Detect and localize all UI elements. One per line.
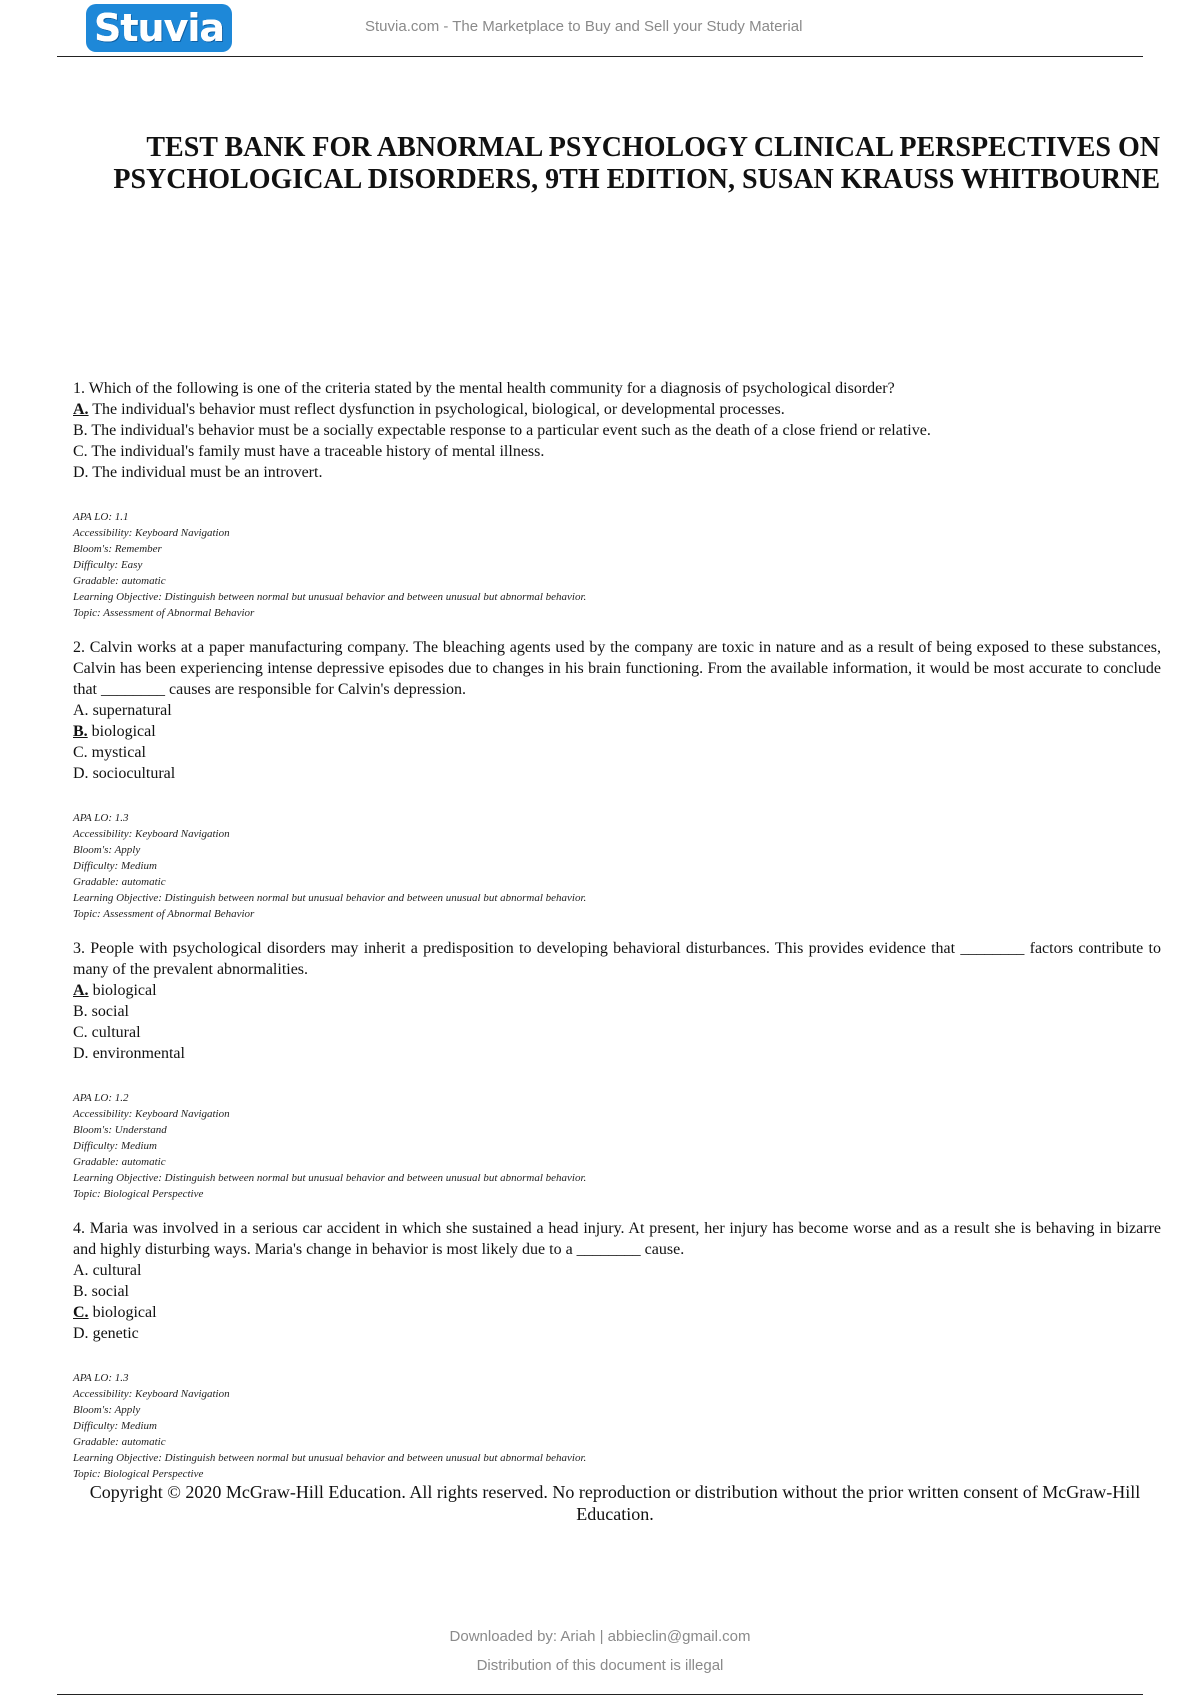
metadata-line: Topic: Assessment of Abnormal Behavior [73,607,255,619]
option-text: biological [87,723,156,740]
option-text: mystical [87,744,146,761]
option-text: supernatural [88,702,172,719]
title-line-2: PSYCHOLOGICAL DISORDERS, 9TH EDITION, SUSAN KRAUSS WHITBOURNE [113,164,1160,195]
question-metadata [73,509,1161,621]
option-text: social [87,1283,129,1300]
answer-option [73,1001,1161,1022]
option-letter: B. [73,1283,88,1300]
answer-option [73,763,1161,784]
metadata-line: Bloom's: Apply [73,844,141,856]
metadata-line: Learning Objective: Distinguish between normal but unusual behavior and between unusual but abnormal behavior. [73,1452,587,1464]
page-header [0,0,1200,60]
metadata-line: Bloom's: Understand [73,1124,167,1136]
question-block [73,378,1161,621]
answer-option [73,1043,1161,1064]
metadata-line: Difficulty: Medium [73,1140,158,1152]
answer-option [73,1022,1161,1043]
metadata-line: Difficulty: Medium [73,1420,158,1432]
answer-option [73,1260,1161,1281]
question-text: 2. Calvin works at a paper manufacturing company. The bleaching agents used by the company are toxic in nature and as a result of being exposed to these substances, Calvin has been experiencing intense depressive episodes due to changes in his brain functioning. From the available information, it would be most accurate to conclude that ________ causes are responsible for Calvin's depression. [73,639,1161,698]
question-metadata [73,810,1161,922]
option-text: The individual must be an introvert. [88,464,323,481]
metadata-line: APA LO: 1.3 [73,1372,129,1384]
stuvia-logo[interactable] [86,4,232,52]
option-text: environmental [88,1045,185,1062]
metadata-line: APA LO: 1.2 [73,1092,129,1104]
answer-option [73,420,1161,441]
option-letter: A. [73,1262,89,1279]
header-divider [57,56,1143,57]
metadata-line: Learning Objective: Distinguish between normal but unusual behavior and between unusual but abnormal behavior. [73,1172,587,1184]
copyright-notice: Copyright © 2020 McGraw-Hill Education. All rights reserved. No reproduction or distribution without the prior written consent of McGraw-Hill Education. [89,1482,1141,1524]
answer-option-correct [73,1302,1161,1323]
footer-divider [57,1694,1143,1695]
option-text: The individual's behavior must be a socially expectable response to a particular event such as the death of a close friend or relative. [87,422,931,439]
answer-option-correct [73,980,1161,1001]
metadata-line: Difficulty: Medium [73,860,158,872]
answer-option [73,742,1161,763]
metadata-line: Gradable: automatic [73,575,166,587]
metadata-line: Learning Objective: Distinguish between normal but unusual behavior and between unusual but abnormal behavior. [73,591,587,603]
option-letter: D. [73,464,89,481]
metadata-line: Topic: Assessment of Abnormal Behavior [73,908,255,920]
answer-option [73,1323,1161,1344]
answer-option-correct [73,399,1161,420]
option-text: The individual's family must have a traceable history of mental illness. [87,443,545,460]
metadata-line: Topic: Biological Perspective [73,1188,204,1200]
option-letter: C. [73,744,88,761]
option-letter: D. [73,1045,89,1062]
answer-option [73,441,1161,462]
answer-option [73,700,1161,721]
question-text: 4. Maria was involved in a serious car accident in which she sustained a head injury. At present, her injury has become worse and as a result she is behaving in bizarre and highly disturbing ways. Maria's change in behavior is most likely due to a ________ cause. [73,1220,1161,1258]
metadata-line: APA LO: 1.3 [73,812,129,824]
header-tagline: Stuvia.com - The Marketplace to Buy and Sell your Study Material [365,18,803,35]
metadata-line: APA LO: 1.1 [73,511,129,523]
option-letter: D. [73,1325,89,1342]
question-text: 1. Which of the following is one of the criteria stated by the mental health community for a diagnosis of psychological disorder? [73,380,895,397]
question-block [73,938,1161,1202]
metadata-line: Bloom's: Apply [73,1404,141,1416]
metadata-line: Accessibility: Keyboard Navigation [73,828,230,840]
option-letter: C. [73,443,88,460]
metadata-line: Accessibility: Keyboard Navigation [73,1108,230,1120]
option-text: biological [88,1304,157,1321]
option-letter: A. [73,401,89,418]
distribution-notice: Distribution of this document is illegal [476,1657,724,1674]
document-title [90,132,1160,196]
logo-text: Stuvia [93,6,225,50]
option-letter: D. [73,765,89,782]
question-text: 3. People with psychological disorders may inherit a predisposition to developing behavioral disturbances. This provides evidence that ________ factors contribute to many of the prevalent abnormalities. [73,940,1161,978]
metadata-line: Learning Objective: Distinguish between normal but unusual behavior and between unusual but abnormal behavior. [73,892,587,904]
option-letter: A. [73,982,89,999]
option-text: The individual's behavior must reflect dysfunction in psychological, biological, or developmental processes. [88,401,785,418]
answer-option [73,1281,1161,1302]
metadata-line: Gradable: automatic [73,1436,166,1448]
option-letter: C. [73,1024,88,1041]
metadata-line: Bloom's: Remember [73,543,162,555]
metadata-line: Gradable: automatic [73,876,166,888]
option-text: sociocultural [88,765,176,782]
metadata-line: Accessibility: Keyboard Navigation [73,1388,230,1400]
option-letter: B. [73,723,88,740]
option-text: biological [88,982,157,999]
metadata-line: Gradable: automatic [73,1156,166,1168]
title-line-1: TEST BANK FOR ABNORMAL PSYCHOLOGY CLINICAL PERSPECTIVES ON [146,132,1160,163]
answer-option [73,462,1161,483]
option-text: cultural [88,1262,142,1279]
option-letter: A. [73,702,89,719]
metadata-line: Difficulty: Easy [73,559,143,571]
downloaded-by: Downloaded by: Ariah | abbieclin@gmail.com [449,1628,751,1645]
question-metadata [73,1090,1161,1202]
option-letter: B. [73,1003,88,1020]
option-letter: C. [73,1304,89,1321]
metadata-line: Topic: Biological Perspective [73,1468,204,1480]
question-list [73,378,1161,1498]
metadata-line: Accessibility: Keyboard Navigation [73,527,230,539]
question-metadata [73,1370,1161,1482]
answer-option-correct [73,721,1161,742]
option-letter: B. [73,422,88,439]
option-text: genetic [88,1325,139,1342]
option-text: social [87,1003,129,1020]
option-text: cultural [87,1024,141,1041]
question-block [73,1218,1161,1482]
question-block [73,637,1161,922]
